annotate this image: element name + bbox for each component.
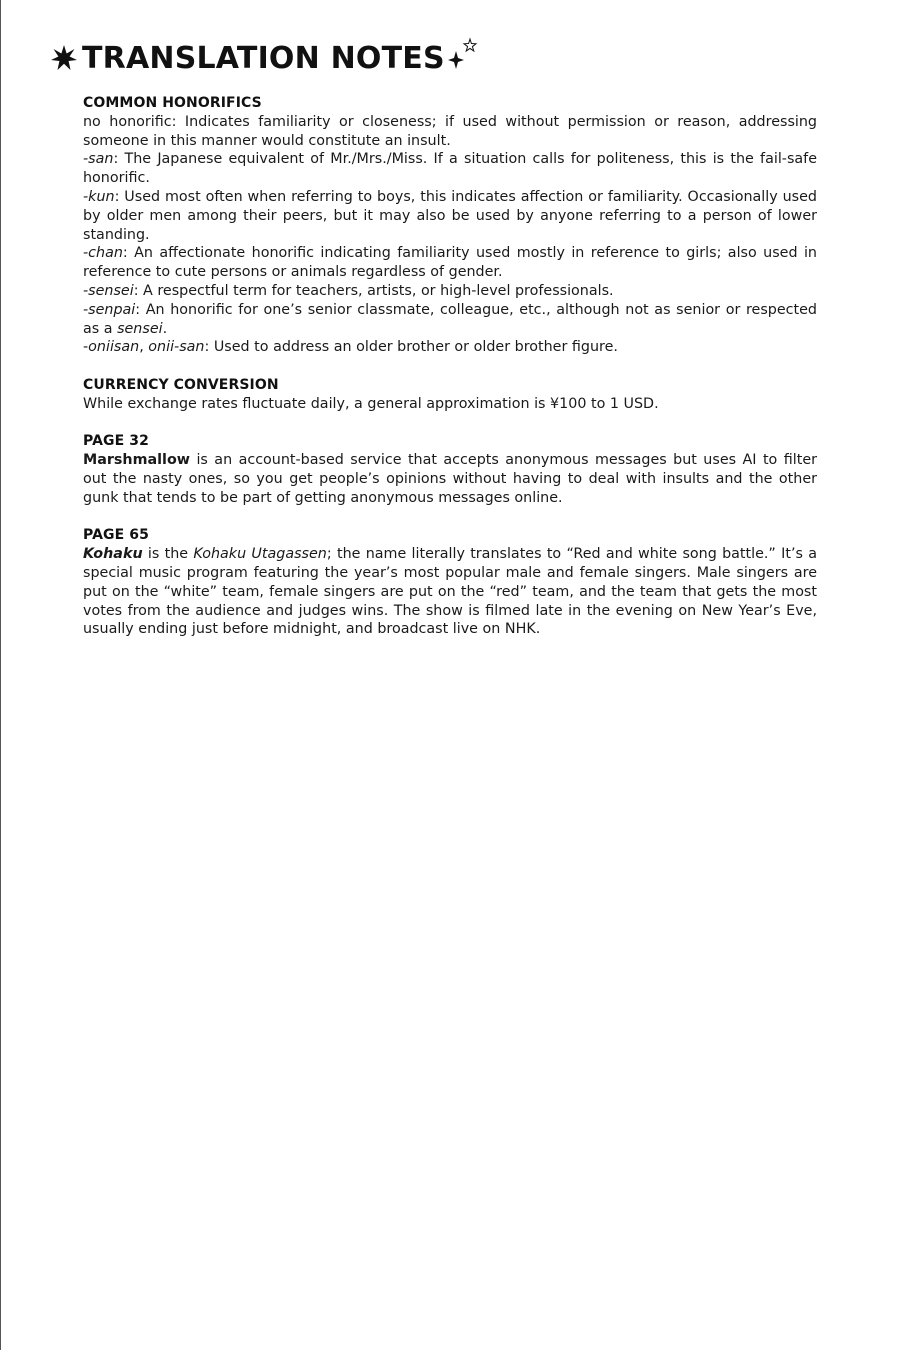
term-oniisan: oniisan (88, 339, 140, 356)
oniisan-separator: , (139, 339, 149, 356)
kohaku-italic-title: Kohaku Utagassen (193, 546, 327, 563)
notes-content (83, 94, 817, 658)
senpai-italic-word: sensei (117, 320, 163, 337)
section-heading-honorifics: COMMON HONORIFICS (83, 95, 262, 111)
currency-text: While exchange rates fluctuate daily, a general approximation is ¥100 to 1 USD. (83, 395, 659, 412)
senpai-text: : An honorific for one’s senior classmate, colleague, etc., although not as senior or respected as a (83, 301, 817, 337)
term-onii-san: onii-san (148, 339, 205, 356)
oniisan-prefix: - (83, 339, 89, 356)
marshmallow-text: is an account-based service that accepts anonymous messages but uses AI to filter out the nasty ones, so you get people’s opinions without having to deal with insults and the other gunk that tends to be part of getting anonymous messages online. (83, 452, 817, 506)
note-kun (83, 188, 817, 244)
term-senpai: -senpai (83, 301, 136, 318)
note-kohaku (83, 545, 817, 639)
section-heading-page32: PAGE 32 (83, 433, 149, 450)
note-no-honorific (83, 113, 817, 151)
term-chan: -chan (83, 245, 123, 262)
oniisan-text: : Used to address an older brother or older brother figure. (204, 339, 618, 356)
note-currency (83, 395, 817, 414)
note-chan (83, 244, 817, 282)
kun-text: : Used most often when referring to boys, this indicates affection or familiarity. Occasionally used by older men among their peers, but it may also be used by anyone referring to a person of lower standing. (83, 188, 817, 243)
section-heading-currency: CURRENCY CONVERSION (83, 376, 279, 393)
term-san: -san (83, 151, 114, 168)
chan-text: : An affectionate honorific indicating familiarity used mostly in reference to girls; also used in reference to cute persons or animals regardless of gender. (83, 245, 817, 281)
page65-section (83, 526, 817, 639)
san-text: : The Japanese equivalent of Mr./Mrs./Miss. If a situation calls for politeness, this is the fail-safe honorific. (83, 151, 817, 187)
term-kun: -kun (83, 188, 115, 205)
note-san (83, 150, 817, 188)
term-marshmallow: Marshmallow (83, 452, 190, 469)
note-oniisan (83, 338, 817, 357)
term-sensei: -sensei (83, 282, 134, 299)
note-sensei (83, 282, 817, 301)
title-row (50, 36, 479, 80)
page-title: TRANSLATION NOTES (82, 40, 445, 76)
note-marshmallow (83, 451, 817, 507)
kohaku-text-2: ; the name literally translates to “Red and white song battle.” It’s a special music program featuring the year’s most popular male and female singers. Male singers are put on the “white” team, female singers are put on the “red” team, and the team that gets the most votes from the audience and judges wins. The show is filmed late in the evening on New Year’s Eve, usually ending just before midnight, and broadcast live on NHK. (83, 546, 817, 638)
sensei-text: : A respectful term for teachers, artists, or high-level professionals. (133, 282, 614, 299)
no-honorific-text: no honorific: Indicates familiarity or closeness; if used without permission or reason, addressing someone in this manner would constitute an insult. (83, 113, 817, 149)
senpai-end: . (162, 320, 168, 337)
twinkle-stars-icon (447, 37, 479, 71)
term-kohaku: Kohaku (83, 546, 143, 563)
honorifics-section (83, 94, 817, 357)
section-heading-page65: PAGE 65 (83, 527, 149, 544)
kohaku-text-1: is the (142, 546, 194, 563)
star-burst-icon (50, 44, 78, 72)
page32-section (83, 432, 817, 507)
currency-section (83, 376, 817, 414)
note-senpai (83, 301, 817, 339)
page-left-edge-rule (0, 0, 1, 1350)
